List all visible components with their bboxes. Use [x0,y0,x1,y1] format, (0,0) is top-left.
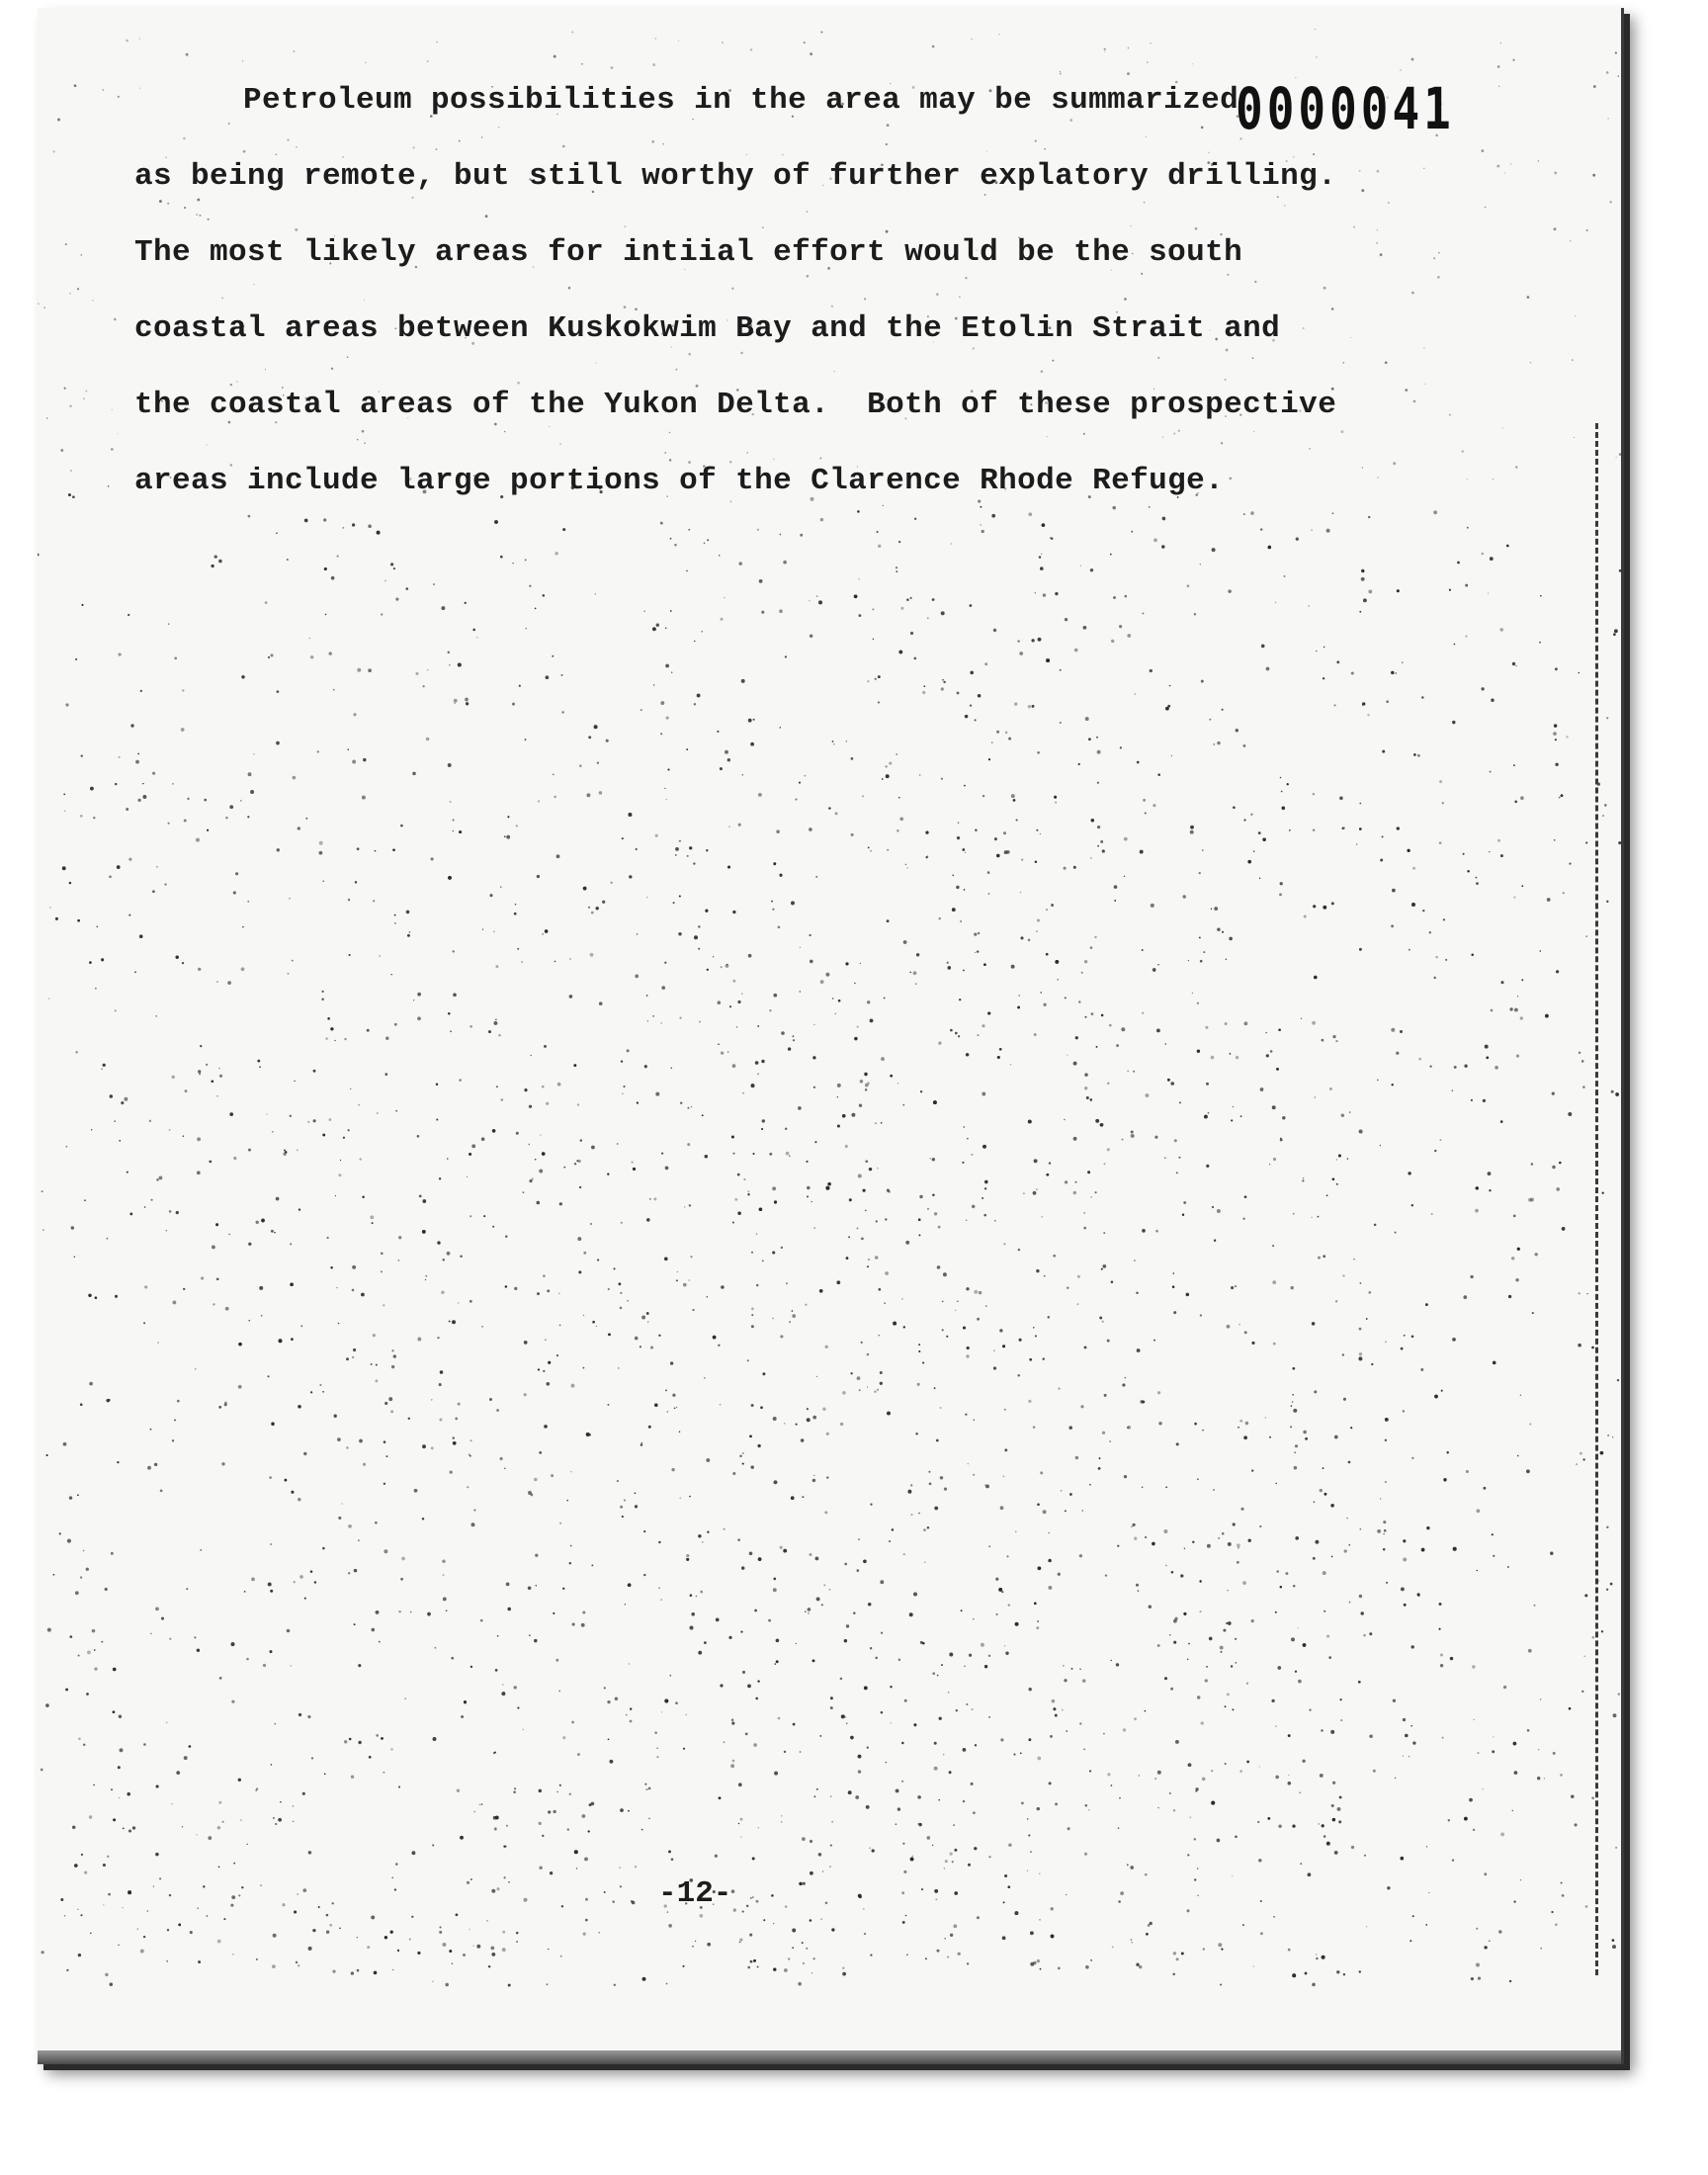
paragraph-line: areas include large portions of the Clarence Rhode Refuge. [134,464,1225,498]
paragraph-line: as being remote, but still worthy of further explatory drilling. [134,159,1337,194]
margin-dash-rule [1595,423,1598,1975]
paragraph-line: coastal areas between Kuskokwim Bay and the Etolin Strait and [134,311,1281,346]
scanned-page [38,8,1624,2064]
paragraph-line: The most likely areas for intiial effort would be the south [134,235,1243,270]
body-paragraph [134,62,1538,519]
paragraph-line: the coastal areas of the Yukon Delta. Both of these prospective [134,388,1337,422]
paragraph-line: Petroleum possibilities in the area may be summarized [243,83,1239,118]
page-number: -12- [658,1876,732,1911]
document-stamp-number: 0000041 [1236,75,1455,142]
